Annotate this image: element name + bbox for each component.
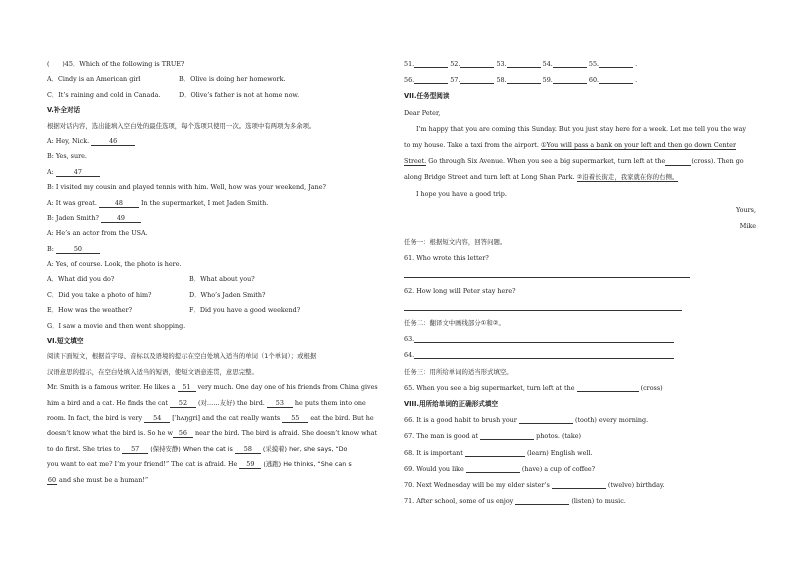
letter-signature: Mike xyxy=(739,221,756,230)
blank-48[interactable]: 48 xyxy=(99,199,139,208)
answer-63[interactable] xyxy=(414,337,674,343)
letter-line-2: to my house. Take a taxi from the airport. ①You will pass a bank on your left and then go down Center xyxy=(404,140,737,149)
answer-65[interactable] xyxy=(577,386,639,392)
question-45: ( )45．Which of the following is TRUE? xyxy=(47,60,185,68)
answer-62[interactable] xyxy=(404,305,682,311)
answer-56[interactable] xyxy=(414,78,448,84)
blank-50[interactable]: 50 xyxy=(56,245,100,254)
answer-64[interactable] xyxy=(414,353,674,359)
blank-58[interactable]: 58 xyxy=(235,445,261,454)
blank-49[interactable]: 49 xyxy=(101,214,141,223)
question-61: 61. Who wrote this letter? xyxy=(404,254,489,263)
question-64: 64. xyxy=(404,351,756,367)
q45-options-row1 xyxy=(47,75,387,90)
section-5-title: V.补全对话 xyxy=(47,106,81,115)
option-d: D．Who’s Jaden Smith? xyxy=(189,290,266,299)
letter-line-1: I’m happy that you are coming this Sunday. But you just stay here for a week. Let me tell you the way xyxy=(416,124,747,133)
q45-option-d: D．Olive’s father is not at home now. xyxy=(179,90,300,99)
option-e: E．How was the weather? xyxy=(47,306,133,315)
blank-46[interactable]: 46 xyxy=(91,137,135,146)
answer-57[interactable] xyxy=(460,78,494,84)
blank-53[interactable]: 53 xyxy=(267,399,293,408)
dialogue-line-6: B: Jaden Smith? 49 xyxy=(47,214,387,229)
dialogue-line-1: A: Hey, Nick. 46 xyxy=(47,137,387,152)
option-c: C．Did you take a photo of him? xyxy=(47,290,152,299)
answer-53[interactable] xyxy=(507,62,541,68)
answer-row-51-55: 51. 52. 53. 54. 55. . xyxy=(404,60,638,68)
option-a: A．What did you do? xyxy=(47,275,115,284)
answer-68[interactable] xyxy=(465,451,525,457)
question-66: 66. It is a good habit to brush your (tooth) every morning. xyxy=(404,416,649,425)
question-67: 67. The man is good at photos. (take) xyxy=(404,432,581,441)
answer-60[interactable] xyxy=(599,78,633,84)
answer-line-62 xyxy=(404,303,756,319)
q45-options-row2 xyxy=(47,91,387,106)
question-71: 71. After school, some of us enjoy (listen) to music. xyxy=(404,497,626,506)
answer-70[interactable] xyxy=(552,483,606,489)
section-6-title: VI.短文填空 xyxy=(47,337,84,346)
blank-55[interactable]: 55 xyxy=(282,414,308,423)
q45-option-a: A．Cindy is an American girl xyxy=(47,75,141,84)
dialogue-line-9: A: Yes, of course. Look, the photo is here. xyxy=(47,260,182,269)
answer-61[interactable] xyxy=(404,272,690,278)
task-1-title: 任务一：根据短文内容，回答问题。 xyxy=(404,238,507,247)
options-row-ab xyxy=(47,275,387,290)
options-row-cd xyxy=(47,291,387,306)
answer-51[interactable] xyxy=(414,62,448,68)
letter-closing: Yours, xyxy=(736,205,756,214)
passage-line-3: room. In fact, the bird is very 54 [ˈhʌŋɡri] and the cat really wants 55 eat the bird. But he xyxy=(47,413,374,422)
answer-67[interactable] xyxy=(480,434,534,440)
task-2-title: 任务二：翻译文中画线部分①和②。 xyxy=(404,319,505,327)
passage-line-1: Mr. Smith is a famous writer. He likes a 51 very much. One day one of his friends from China gives xyxy=(47,383,378,392)
letter-line-5: I hope you have a good trip. xyxy=(416,189,507,198)
question-63: 63. xyxy=(404,335,756,351)
blank-51[interactable]: 51 xyxy=(178,383,196,392)
blank-52[interactable]: 52 xyxy=(170,399,196,408)
letter-greeting: Dear Peter, xyxy=(404,108,441,117)
answer-59[interactable] xyxy=(553,78,587,84)
answer-line-61 xyxy=(404,270,756,286)
question-70: 70. Next Wednesday will be my elder sister’s (twelve) birthday. xyxy=(404,480,665,489)
underlined-sentence-1: ①You will pass a bank on your left and then go down Center xyxy=(540,140,737,149)
answer-71[interactable] xyxy=(515,499,569,505)
options-row-ef xyxy=(47,306,387,321)
blank-60[interactable]: 60 xyxy=(47,475,57,484)
left-column xyxy=(47,60,387,491)
right-column xyxy=(404,60,756,513)
question-65: 65. When you see a big supermarket, turn left at the (cross) xyxy=(404,383,663,392)
blank-59[interactable]: 59 xyxy=(239,460,261,469)
answer-66[interactable] xyxy=(519,418,573,424)
answer-69[interactable] xyxy=(466,467,520,473)
letter-blank-cross[interactable] xyxy=(665,160,691,166)
dialogue-line-4: B: I visited my cousin and played tennis with him. Well, how was your weekend, Jane? xyxy=(47,183,326,192)
answer-54[interactable] xyxy=(553,62,587,68)
q45-option-b: B．Olive is doing her homework. xyxy=(179,75,286,84)
letter-line-3: Street. Go through Six Avenue. When you see a big supermarket, turn left at the (cross). Then go xyxy=(404,157,744,166)
passage-line-4: doesn’t know what the bird is. So he w 56 near the bird. The bird is afraid. She doesn’t know what xyxy=(47,429,378,438)
blank-54[interactable]: 54 xyxy=(144,414,170,423)
question-68: 68. It is important (learn) English well. xyxy=(404,448,593,457)
passage-line-2: him a bird and a cat. He finds the cat 52 (对……友好) the bird. 53 he puts them into one xyxy=(47,398,366,407)
question-62: 62. How long will Peter stay here? xyxy=(404,286,516,295)
answer-52[interactable] xyxy=(460,62,494,68)
blank-56[interactable]: 56 xyxy=(173,429,193,438)
dialogue-line-8: B: 50 xyxy=(47,245,387,260)
answer-58[interactable] xyxy=(507,78,541,84)
letter-line-4: along Bridge Street and turn left at Long Shan Park. ②沿着长街走，我家就在你的右侧。 xyxy=(404,173,679,182)
underlined-sentence-2: ②沿着长街走，我家就在你的右侧。 xyxy=(576,173,679,182)
passage-line-7: 60 and she must be a human!” xyxy=(47,475,149,484)
task-3-title: 任务三：用所给单词的适当形式填空。 xyxy=(404,367,513,376)
dialogue-line-7: A: He’s an actor from the USA. xyxy=(47,229,148,238)
dialogue-line-2: B: Yes, sure. xyxy=(47,152,87,161)
blank-47[interactable]: 47 xyxy=(56,168,100,177)
section-6-instructions-2: 汉语意思的提示，在空白处填入适当的短语，使短文语意连贯，意思完整。 xyxy=(47,367,258,376)
option-g: G．I saw a movie and then went shopping. xyxy=(47,321,186,330)
blank-57[interactable]: 57 xyxy=(122,445,148,454)
option-f: F．Did you have a good weekend? xyxy=(189,306,301,315)
option-b: B．What about you? xyxy=(189,275,255,284)
q45-option-c: C．It’s raining and cold in Canada. xyxy=(47,90,161,99)
answer-55[interactable] xyxy=(599,62,633,68)
dialogue-line-5: A: It was great. 48 In the supermarket, I met Jaden Smith. xyxy=(47,198,269,207)
answer-row-56-60: 56. 57. 58. 59. 60. . xyxy=(404,76,638,85)
dialogue-line-3: A: 47 xyxy=(47,168,387,183)
question-69: 69. Would you like (have) a cup of coffee? xyxy=(404,464,596,473)
passage-line-6: you want to eat me? I’m your friend!” The cat is afraid. He 59 (逃跑) He thinks, “She can s xyxy=(47,460,352,469)
section-6-instructions-1: 阅读下面短文，根据首字母、音标以及语境的提示在空白处填入适当的单词（1个单词）；或根据 xyxy=(47,352,317,361)
section-5-instructions: 根据对话内容，选出能填入空白处的最佳选项，每个选项只使用一次。选项中有两项为多余项。 xyxy=(47,121,316,130)
section-8-title: VIII.用所给单词的正确形式填空 xyxy=(404,399,499,408)
section-7-title: VII.任务型阅读 xyxy=(404,92,450,101)
passage-line-5: to do first. She tries to 57 (保持安静) When the cat is 58 (采摸着) her, she says, “Do xyxy=(47,444,348,453)
